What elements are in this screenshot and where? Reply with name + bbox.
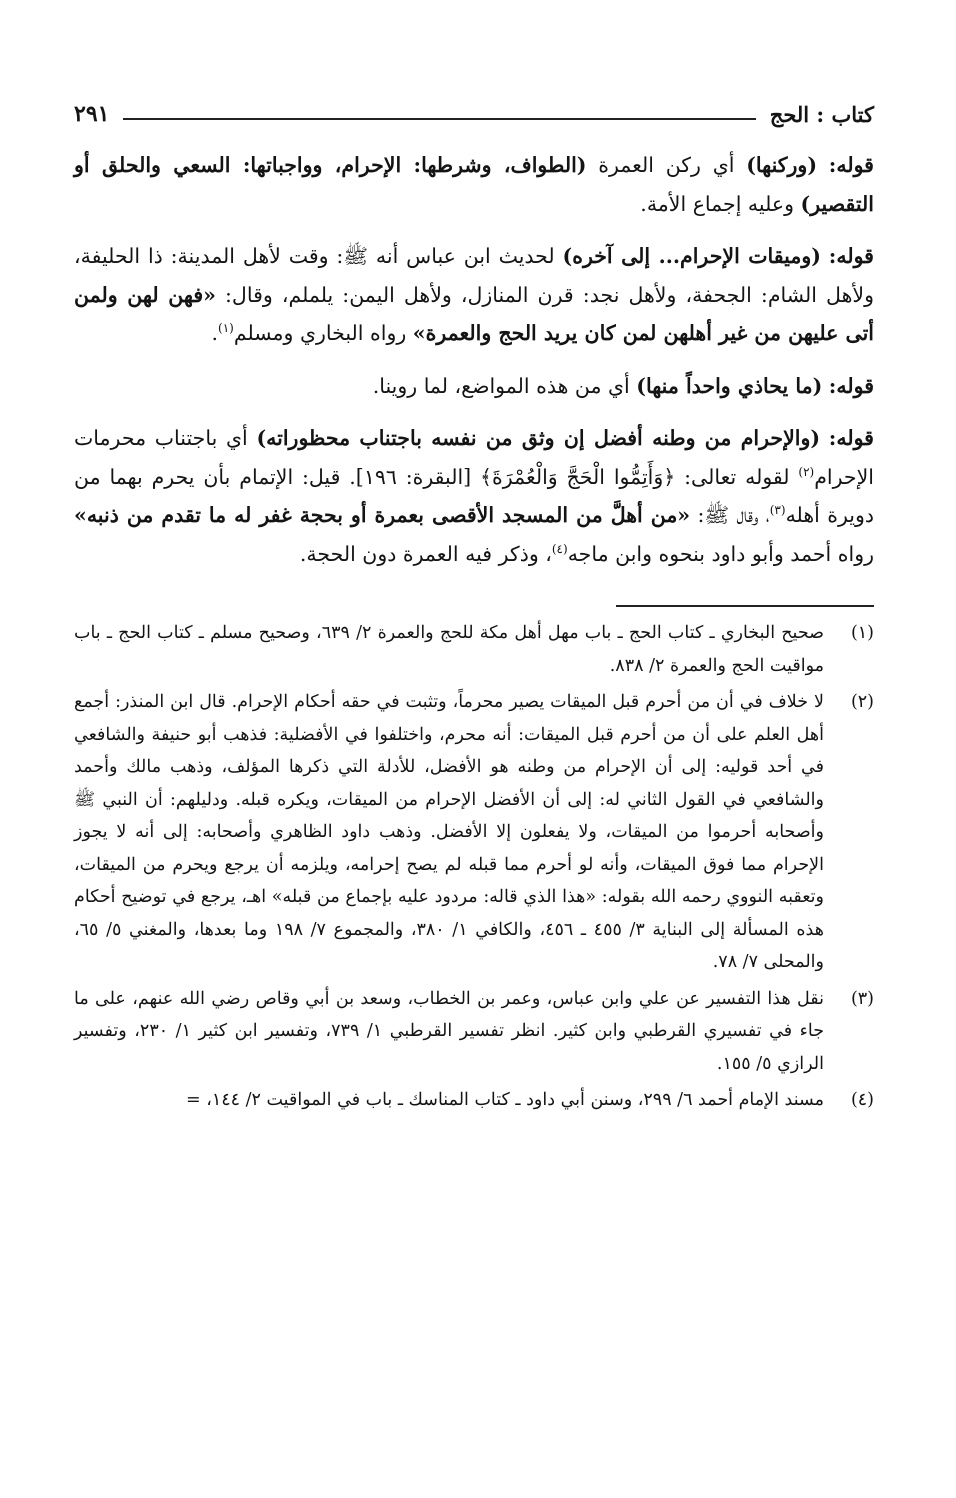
quoted-text: (وركنها) xyxy=(746,153,818,177)
commentary-text: لحديث ابن عباس أنه ﷺ: وقت لأهل المدينة: ذا الحليفة، ولأهل الشام: الجحفة، ولأهل نجد: قرن المنازل، ولأهل اليمن: يلملم، وقال: xyxy=(74,244,874,307)
footnote-number: (٢) xyxy=(850,692,874,712)
footnote-ref: (٢) xyxy=(798,464,815,479)
body-paragraph xyxy=(74,237,874,353)
header-rule xyxy=(123,118,755,120)
commentary-text: رواه البخاري ومسلم xyxy=(233,321,413,345)
paragraph-lead: قوله: xyxy=(828,244,874,268)
footnotes-section xyxy=(74,617,874,1117)
commentary-text: لقوله تعالى: ﴿وَأَتِمُّوا الْحَجَّ وَالْعُمْرَةَ﴾ [البقرة: ١٩٦]. قيل: الإتمام بأن يحرم بهما من دويرة أهله xyxy=(74,464,875,527)
footnote xyxy=(74,983,874,1081)
quoted-text: (ما يحاذي واحداً منها) xyxy=(636,373,823,398)
body-paragraph xyxy=(74,146,874,223)
footnote xyxy=(74,617,874,682)
quoted-text: (والإحرام من وطنه أفضل إن وثق من نفسه باجتناب محظوراته) xyxy=(256,426,821,450)
footnote xyxy=(74,1084,874,1117)
commentary-text: أي من هذه المواضع، لما روينا. xyxy=(372,373,637,398)
footnote-number: (٤) xyxy=(850,1090,874,1110)
commentary-text: ، وقال ﷺ: xyxy=(690,503,770,527)
chapter-title: كتاب : الحج xyxy=(769,101,874,127)
paragraph-lead: قوله: xyxy=(828,426,874,450)
main-text xyxy=(74,146,874,573)
commentary-text: ، وذكر فيه العمرة دون الحجة. xyxy=(299,541,552,566)
quoted-text: (وميقات الإحرام... إلى آخره) xyxy=(562,244,821,268)
quoted-text: (الطواف، وشرطها: الإحرام، وواجباتها: السعي والحلق أو التقصير) xyxy=(74,153,874,216)
commentary-text: وعليه إجماع الأمة. xyxy=(640,191,801,216)
commentary-text: . xyxy=(211,321,218,345)
paragraph-lead: قوله: xyxy=(828,373,874,398)
commentary-text: أي ركن العمرة xyxy=(586,153,747,177)
footnote-ref: (٤) xyxy=(551,541,568,556)
commentary-text: أي باجتناب محرمات الإحرام xyxy=(74,426,874,489)
footnote-number: (١) xyxy=(850,623,874,643)
quoted-text: «فهن لهن ولمن أتى عليهن من غير أهلهن لمن كان يريد الحج والعمرة» xyxy=(74,282,874,345)
page-number: ٢٩١ xyxy=(74,101,110,127)
quoted-text: «من أهلَّ من المسجد الأقصى بعمرة أو بحجة غفر له ما تقدم من ذنبه» xyxy=(74,503,691,527)
footnote-text: صحيح البخاري ـ كتاب الحج ـ باب مهل أهل مكة للحج والعمرة ٢/ ٦٣٩، وصحيح مسلم ـ كتاب الحج ـ باب مواقيت الحج والعمرة ٢/ ٨٣٨. xyxy=(74,623,824,676)
footnote xyxy=(74,686,874,979)
commentary-text: رواه أحمد وأبو داود بنحوه وابن ماجه xyxy=(567,541,874,566)
footnote-ref: (٣) xyxy=(769,503,786,518)
footnote-text: لا خلاف في أن من أحرم قبل الميقات يصير محرماً، وتثبت في حقه أحكام الإحرام. قال ابن المنذر: أجمع أهل العلم على أن من أحرم قبل الميقات: أنه محرم، واختلفوا في الأفضلية: فذهب أبو حنيفة والشافعي في أحد قوليه: إلى أن الإحرام من وطنه هو الأفضل، للأدلة التي ذكرها المؤلف، وذهب مالك وأحمد والشافعي في القول الثاني له: إلى أن الأفضل الإحرام من الميقات، ويكره قبله. ودليلهم: أن النبي ﷺ وأصحابه أحرموا من الميقات، ولا يفعلون إلا الأفضل. وذهب داود الظاهري وأصحابه: إلى أنه لا يجوز الإحرام مما فوق الميقات، وأنه لو أحرم مما قبله لم يصح إحرامه، ويلزمه أن يرجع ويحرم من الميقات، وتعقبه النووي رحمه الله بقوله: «هذا الذي قاله: مردود عليه بإجماع من قبله» اهـ، يرجع في توضيح أحكام هذه المسألة إلى البناية ٣/ ٤٥٥ ـ ٤٥٦، والكافي ١/ ٣٨٠، والمجموع ٧/ ١٩٨ وما بعدها، والمغني ٥/ ٦٥، والمحلى ٧/ ٧٨. xyxy=(74,692,824,972)
paragraph-lead: قوله: xyxy=(828,153,874,177)
footnote-text: مسند الإمام أحمد ٦/ ٢٩٩، وسنن أبي داود ـ كتاب المناسك ـ باب في المواقيت ٢/ ١٤٤، = xyxy=(185,1090,824,1110)
footnote-text: نقل هذا التفسير عن علي وابن عباس، وعمر بن الخطاب، وسعد بن أبي وقاص رضي الله عنهم، على ما جاء في تفسيري القرطبي وابن كثير. انظر تفسير القرطبي ١/ ٧٣٩، وتفسير ابن كثير ١/ ٢٣٠، وتفسير الرازي ٥/ ١٥٥. xyxy=(74,988,825,1074)
footnote-number: (٣) xyxy=(850,988,874,1009)
body-paragraph xyxy=(74,419,874,573)
footnote-ref: (١) xyxy=(218,321,234,336)
body-paragraph xyxy=(74,367,874,406)
running-header xyxy=(74,96,874,132)
footnote-separator xyxy=(616,605,874,607)
